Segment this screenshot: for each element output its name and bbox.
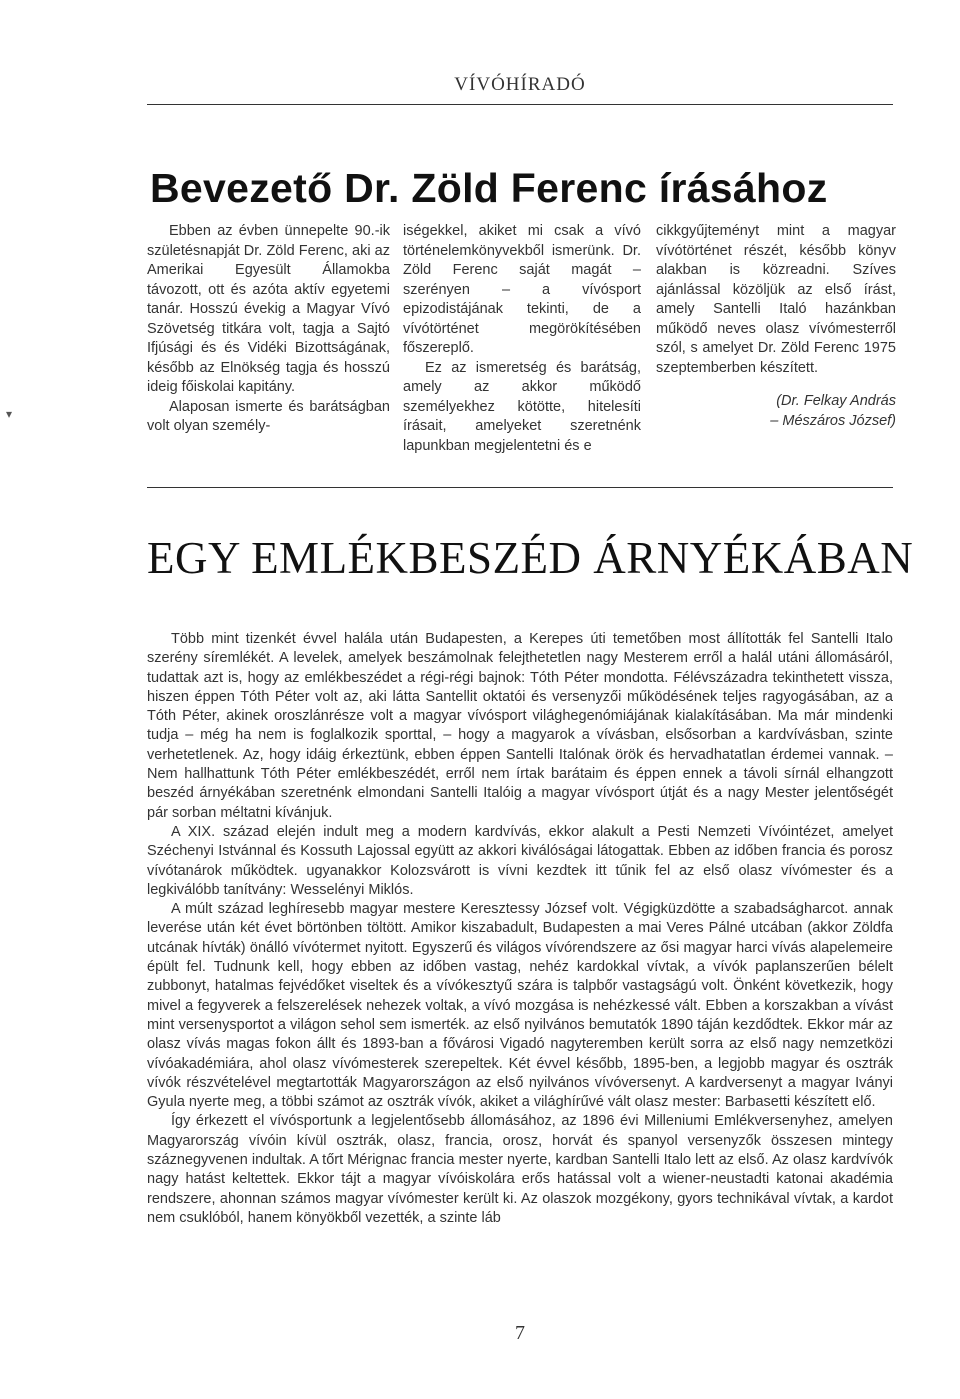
intro-paragraph: Ez az ismeretség és barátság, amely az akkor működő személyekhez kötötte, hitelesíti írásait, amelyeket szeretnénk lapunkban megjelentetni és e (403, 359, 641, 454)
body-paragraph: Így érkezett el vívósportunk a legjelentősebb állomásához, az 1896 évi Milleniumi Emlékversenyhez, amelyen Magyarország vívóin kívül osztrák, olasz, francia, orosz, horvát és spanyol versenyzők összesen mintegy száznegyvenen indultak. A tőrt Mérignac francia mester nyerte, kardban Santelli Italo lett az első. Az olasz kardvívók nagy hatást keltettek. Ekkor tájt a magyar vívóiskolára erős hatással volt a wiener-neustadti katonai akadémia rendszere, ahonnan számos magyar vívómester került ki. Az olaszok mozgékony, gyors technikával vívtak, a kardot nem csuklóból, hanem könyökből vezették, a szinte láb (147, 1113, 893, 1226)
article-body (147, 630, 893, 1228)
running-header: VÍVÓHÍRADÓ (454, 74, 586, 95)
intro-paragraph: Ebben az évben ünnepelte 90.-ik születésnapját Dr. Zöld Ferenc, aki az Amerikai Egyesült Államokba távozott, ott és azóta aktív egyetemi tanár. Hosszú évekig a Magyar Vívó Szövetség titkára volt, tagja a Sajtó Ifjúsági és és Vidéki Bizottságának, később az Elnökség tagja és hosszú ideig főiskolai kapitány. (147, 223, 390, 395)
signature-line-2: – Mészáros József) (770, 412, 896, 429)
body-paragraph: A XIX. század elején indult meg a modern kardvívás, ekkor alakult a Pesti Nemzeti Vívóintézet, amelyet Széchenyi Istvánnal és Kossuth Lajossal együtt az akkori kiválóságai látogattak. Ebben az időben francia és porosz vívótanárok működtek. ugyanakkor Kolozsvárott is vívni kezdtek itt tűnik fel az első olasz vívómester és a legkiválóbb tanítvány: Wesselényi Miklós. (147, 823, 893, 898)
signature-line-1: (Dr. Felkay András (776, 393, 896, 409)
intro-paragraph: iségekkel, akiket mi csak a vívó történelemkönyvekből ismerünk. Dr. Zöld Ferenc saját magát – szerényen – a vívósport epizodistájának tekinti, de a vívótörténet megörökítésében főszereplő. (403, 223, 641, 356)
body-paragraph: Több mint tizenkét évvel halála után Budapesten, a Kerepes úti temetőben most állították fel Santelli Italo szerény síremlékét. A levelek, amelyek beszámolnak felejthetetlen nagy Mesterem erről a halál utáni állomásáról, tudattak azt is, hogy az emlékbeszédet a régi-régi bajnok: Tóth Péter mondotta. Félévszázadra tekinthetett vissza, hiszen éppen Tóth Péter volt az, aki látta Santellit oktatói és versenyzői működésének teljes ragyogásában, az a Tóth Péter, akinek oroszlánrésze volt a magyar vívósport világhegenómiájának kialakításában. Ma már mindenki tudja – még ha nem is foglalkozik sporttal, – hogy a magyarok a vívásban, elsősorban a kardvívásban, szinte verhetetlenek. Az, hogy idáig érkeztünk, ebben éppen Santelli Italónak örök és hervadhatatlan érdemei vannak. – Nem hallhattunk Tóth Péter emlékbeszédét, erről nem írtak barátaim és éppen ennek a távoli sírnál elhangzott beszéd árnyékában szeretnénk elmondani Santelli Italóig a magyar vívósport útját és a nagy Mester jelentőségét pár sorban méltatni kívánjuk. (147, 631, 893, 821)
header-rule (147, 104, 893, 105)
intro-column-2 (403, 222, 641, 456)
intro-column-1 (147, 222, 390, 437)
intro-paragraph: Alaposan ismerte és barátságban volt olyan személy- (147, 398, 390, 434)
intro-paragraph: cikkgyűjteményt mint a magyar vívótörténet részét, később könyv alakban is közreadni. Szíves ajánlással közöljük az első írást, amely Santelli Italó hazánkban működő neves olasz vívómesterről szól, s amelyet Dr. Zöld Ferenc 1975 szeptemberben készített. (656, 223, 896, 376)
intro-column-3 (656, 222, 896, 431)
body-paragraph: A múlt század leghíresebb magyar mestere Keresztessy József volt. Végigküzdötte a szabadságharcot. annak leverése után két évet börtönben töltött. Amikor kiszabadult, Budapesten a mai Veres Pálné utcában (akkor Zöldfa utcának hívták) önálló vívótermet nyitott. Egyszerű és világos vívórendszere az ősi magyar harci vívás alapelemeire épült fel. Tudnunk kell, hogy ebben az időben vastag, nehéz kardokkal vívtak, a vívók paplanszerűen bélelt zubbonyt, hatalmas fejvédőket viseltek és a vívókesztyű szára is talpbőr vastagságú volt. Önként következik, hogy mivel a fegyverek a felszerelések nehezek voltak, a vívó mozgása is nehézkessé vált. Ebben a korszakban a vívást mint versenysportot a világon sehol sem ismerték. az első nyilvános bemutatók 1890 táján kezdődtek. Ekkor már az olasz vívás magas fokon állt és 1893-ban a fővárosi Vigadó nagyteremben került sorra az első nagy nemzetközi vívóakadémiára, ahol olasz vívómesterek szerepeltek. Két évvel később, 1895-ben, a legjobb magyar és osztrák vívók részvételével megtartották Magyarországon az első nyilvános vívóversenyt. A kardversenyt a magyar Iványi Gyula nyerte meg, a többi számot az osztrák vívók, akiket a világhírűvé vált olasz mester: Barbasetti készített elő. (147, 901, 893, 1111)
article-title-main: EGY EMLÉKBESZÉD ÁRNYÉKÁBAN (147, 533, 914, 583)
section-divider (147, 487, 893, 488)
margin-mark: ▾ (6, 407, 13, 421)
author-signature (656, 392, 896, 431)
article-title-intro: Bevezető Dr. Zöld Ferenc írásához (150, 165, 828, 211)
page-number: 7 (515, 1322, 525, 1344)
